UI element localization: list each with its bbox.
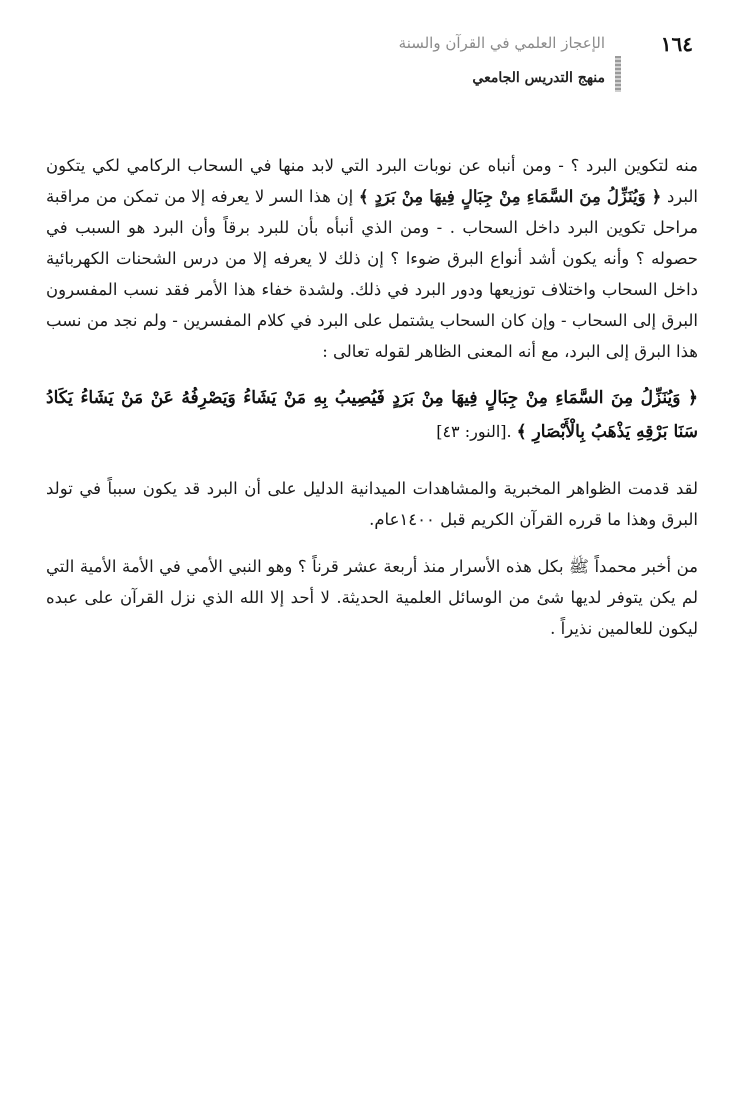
spacer bbox=[46, 449, 698, 473]
body-text bbox=[46, 150, 698, 644]
running-book-title: الإعجاز العلمي في القرآن والسنة bbox=[398, 34, 605, 52]
paragraph-1-sentence-2: إن هذا السر لا يعرفه إلا من تمكن من مراقبة مراحل تكوين البرد داخل السحاب . - ومن الذي أنبأه بأن للبرد برقاً وأن البرد هو السبب في حصوله ؟ وأنه يكون أشد أنواع البرق ضوءا ؟ إن ذلك لا يعرفه إلا من درس الشحنات الكهربائية داخل السحاب واختلاف توزيعها ودور البرد في ذلك. ولشدة خفاء هذا الأمر فقد نسب المفسرون البرق إلى السحاب - وإن كان السحاب يشتمل على البرد في كلام المفسرين - ولم نجد من نسب هذا البرق إلى البرد، مع أنه المعنى الظاهر لقوله تعالى : bbox=[46, 187, 698, 361]
header-decorative-bar bbox=[615, 56, 621, 92]
running-section-title: منهج التدريس الجامعي bbox=[472, 70, 605, 86]
page-header bbox=[48, 28, 693, 108]
page-number: ١٦٤ bbox=[660, 32, 693, 56]
paragraph-3 bbox=[46, 551, 698, 644]
paragraph-1-sentence-1: منه لتكوين البرد ؟ - ومن أنباه عن نوبات البرد التي لابد منها في السحاب الركامي لكي يتكون البرد bbox=[46, 156, 698, 206]
paragraph-3-text: من أخبر محمداً ﷺ بكل هذه الأسرار منذ أربعة عشر قرناً ؟ وهو النبي الأمي في الأمة الأمية التي لم يكن يتوفر لديها شئ من الوسائل العلمية الحديثة. لا أحد إلا الله الذي نزل القرآن على عبده ليكون للعالمين نذيراً . bbox=[46, 557, 698, 638]
paragraph-2 bbox=[46, 473, 698, 535]
inline-verse: ﴿ وَيُنَزِّلُ مِنَ السَّمَاءِ مِنْ جِبَالٍ فِيهَا مِنْ بَرَدٍ ﴾ bbox=[358, 187, 662, 206]
paragraph-1 bbox=[46, 150, 698, 367]
spacer bbox=[46, 535, 698, 551]
paragraph-2-text: لقد قدمت الظواهر المخبرية والمشاهدات الميدانية الدليل على أن البرد قد يكون سبباً في تولد البرق وهذا ما قرره القرآن الكريم قبل ١٤٠٠عام. bbox=[46, 479, 698, 529]
quran-verse-block bbox=[46, 381, 698, 449]
verse-reference: .[النور: ٤٣] bbox=[436, 422, 517, 441]
verse-text: ﴿ وَيُنَزِّلُ مِنَ السَّمَاءِ مِنْ جِبَالٍ فِيهَا مِنْ بَرَدٍ فَيُصِيبُ بِهِ مَنْ يَشَاءُ وَيَصْرِفُهُ عَنْ مَنْ يَشَاءُ يَكَادُ سَنَا بَرْقِهِ يَذْهَبُ بِالْأَبْصَارِ ﴾ bbox=[46, 388, 698, 442]
paragraph-1-text bbox=[46, 150, 698, 367]
